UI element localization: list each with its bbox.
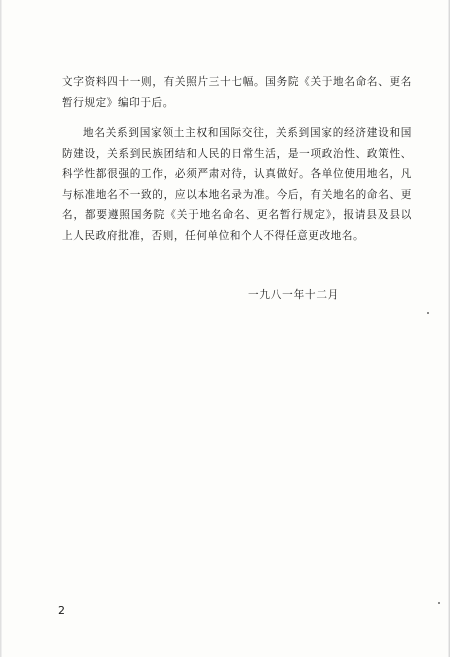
scan-speck [438, 602, 440, 604]
body-text [62, 72, 412, 246]
document-date: 一九八一年十二月 [248, 289, 340, 301]
paragraph-continuation: 文字资料四十一则，有关照片三十七幅。国务院《关于地名命名、更名暂行规定》编印于后。 [62, 76, 412, 109]
paragraph-place-name-policy: 地名关系到国家领土主权和国际交往，关系到国家的经济建设和国防建设，关系到民族团结和人民的日常生活，是一项政治性、政策性、科学性都很强的工作，必须严肃对待，认真做好。各单位使用地名，凡与标准地名不一致的，应以本地名录为准。今后，有关地名的命名、更名，都要遵照国务院《关于地名命名、更名暂行规定》，报请县及县以上人民政府批准，否则，任何单位和个人不得任意更改地名。 [62, 127, 412, 242]
page-number: 2 [58, 604, 65, 617]
scan-speck [427, 312, 429, 314]
scan-edge-left [0, 0, 2, 657]
